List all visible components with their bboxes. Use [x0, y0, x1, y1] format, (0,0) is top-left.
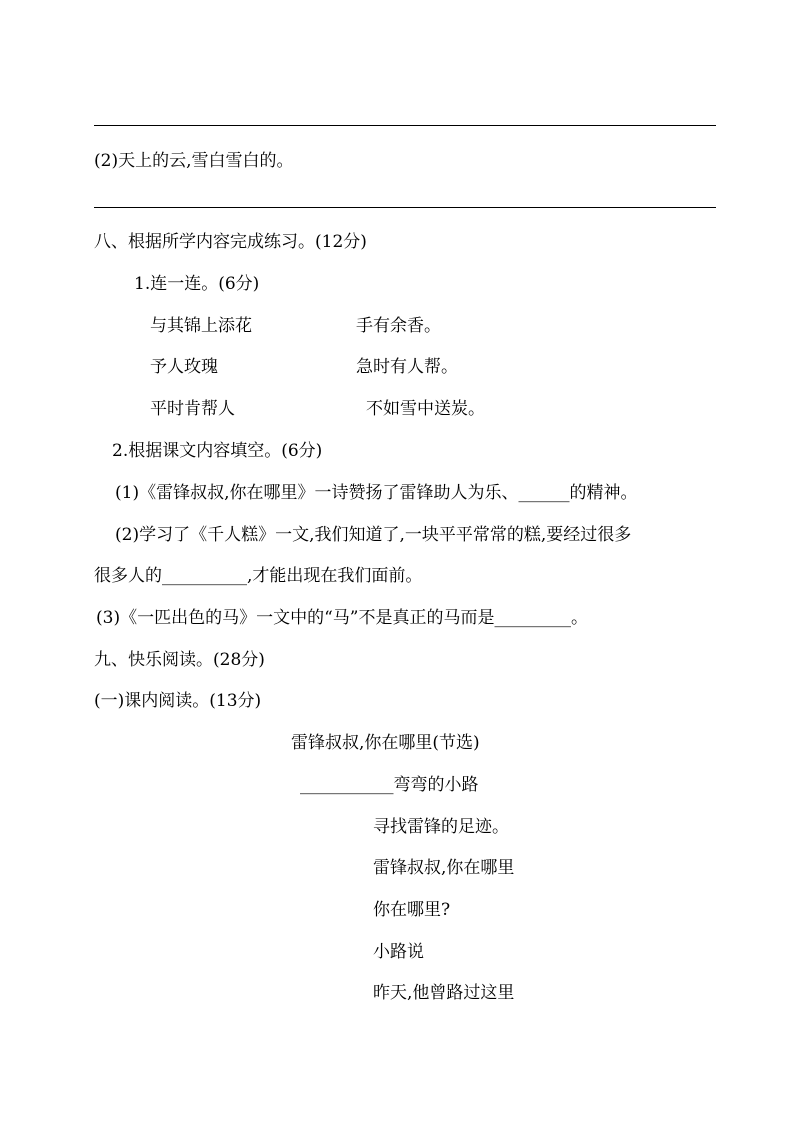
match-right-1: 手有余香。 — [356, 316, 441, 336]
match-left-1: 与其锦上添花 — [150, 316, 252, 336]
poem-title: 雷锋叔叔,你在哪里(节选) — [291, 733, 480, 753]
poem-line: 昨天,他曾路过这里 — [373, 983, 515, 1003]
fill-question-3: (3)《一匹出色的马》一文中的“马”不是真正的马而是_________。 — [96, 608, 588, 628]
fill-question-2-line-2: 很多人的__________,才能出现在我们面前。 — [94, 566, 423, 586]
part-2-title: 2.根据课文内容填空。(6分) — [112, 441, 323, 461]
reading-part-1-title: (一)课内阅读。(13分) — [94, 691, 262, 711]
poem-line: 寻找雷锋的足迹。 — [373, 817, 509, 837]
match-right-2: 急时有人帮。 — [356, 357, 458, 377]
answer-line-2 — [94, 207, 716, 208]
answer-line-1 — [94, 125, 716, 126]
section-9-title: 九、快乐阅读。(28分) — [94, 650, 265, 670]
fill-question-1: (1)《雷锋叔叔,你在哪里》一诗赞扬了雷锋助人为乐、______的精神。 — [115, 483, 638, 503]
poem-line: 雷锋叔叔,你在哪里 — [373, 858, 515, 878]
poem-line: 小路说 — [373, 942, 424, 962]
fill-question-2-line-1: (2)学习了《千人糕》一文,我们知道了,一块平平常常的糕,要经过很多 — [115, 525, 632, 545]
match-right-3: 不如雪中送炭。 — [366, 399, 485, 419]
match-left-2: 予人玫瑰 — [150, 357, 218, 377]
question-7-item-2: (2)天上的云,雪白雪白的。 — [94, 151, 294, 171]
section-8-title: 八、根据所学内容完成练习。(12分) — [94, 232, 367, 252]
poem-line: 你在哪里? — [373, 900, 451, 920]
poem-line-blank: ___________弯弯的小路 — [300, 775, 479, 795]
part-1-title: 1.连一连。(6分) — [134, 274, 260, 294]
match-left-3: 平时肯帮人 — [150, 399, 235, 419]
